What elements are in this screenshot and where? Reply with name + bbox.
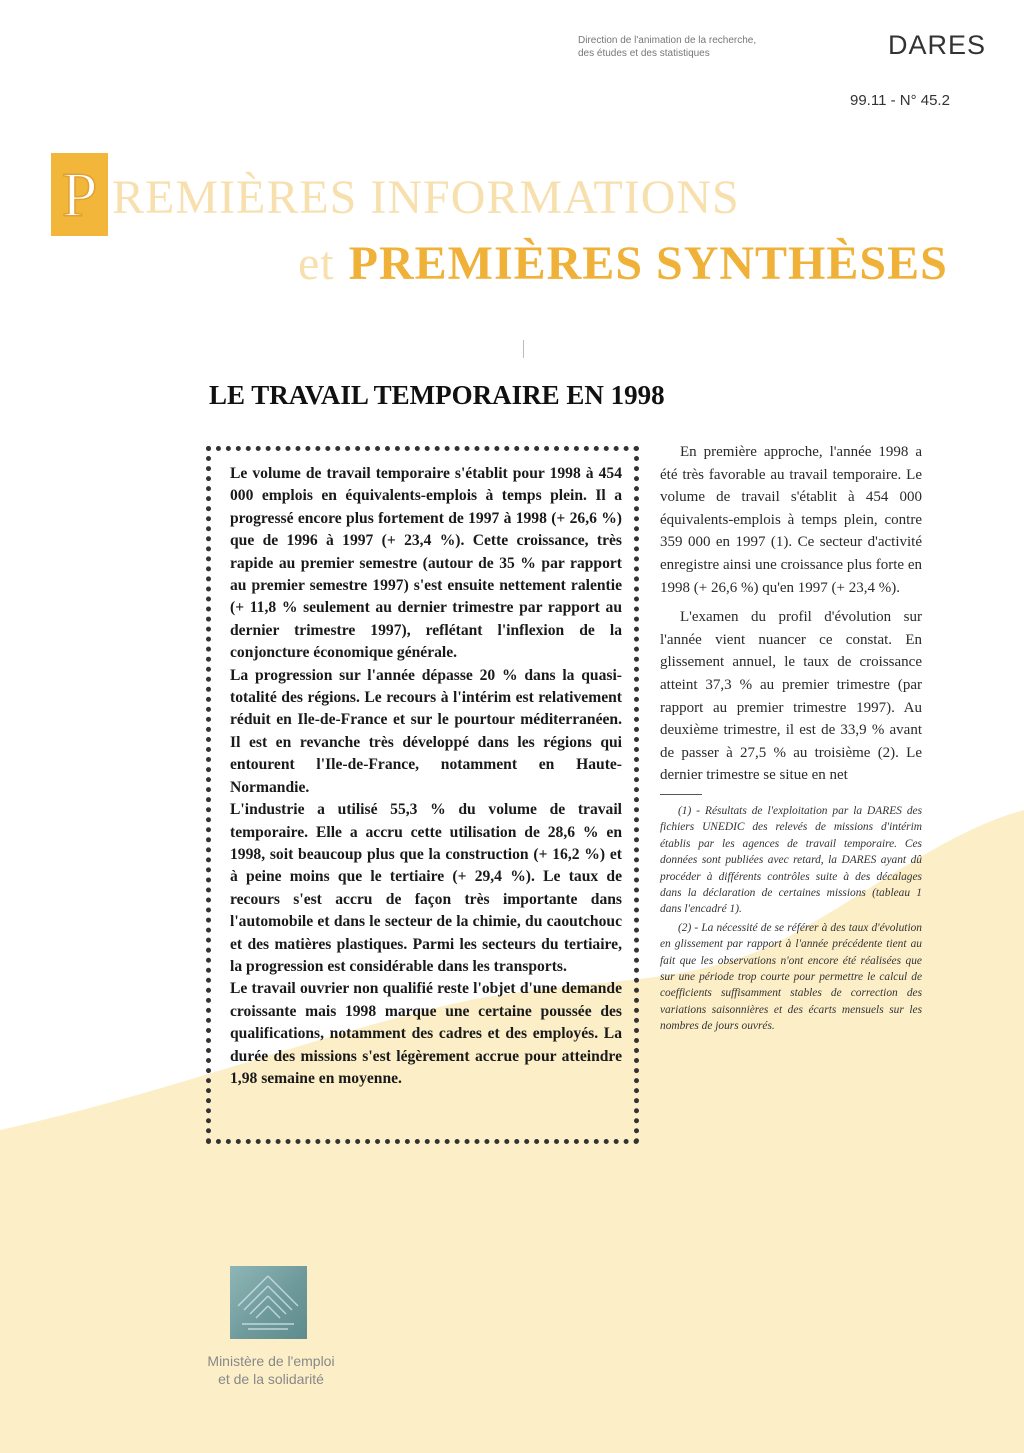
brand-logo-text: DARES (888, 30, 987, 60)
org-line-2: des études et des statistiques (578, 48, 710, 59)
summary-paragraph: Le volume de travail temporaire s'établit pour 1998 à 454 000 emplois en équivalents-emplois à temps plein. Il a progressé encore plus fortement de 1997 à 1998 (+ 26,6 %) que de 1996 à 1997 (+ 23,4 %). Cette croissance, très rapide au premier semestre (autour de 35 % par rapport au premier semestre 1997) s'est ensuite nettement ralentie (+ 11,8 % seulement au dernier trimestre par rapport au dernier trimestre 1997), reflétant l'inflexion de la conjoncture économique générale. (230, 465, 622, 662)
summary-box (206, 446, 639, 1144)
masthead-line-2-text: PREMIÈRES SYNTHÈSES (348, 237, 948, 290)
ministry-name (176, 1352, 366, 1388)
footnote: (1) - Résultats de l'exploitation par la DARES des fichiers UNEDIC des relevés de missions d'intérim établis par les agences de travail temporaire. Ces données sont publiées avec retard, la DARES ayant dû procéder à différents contrôles suite à des décalages dans la déclaration de certaines missions (tableau 1 dans l'encadré 1). (660, 804, 922, 916)
body-paragraph: L'examen du profil d'évolution sur l'année vient nuancer ce constat. En glissement annuel, le taux de croissance atteint 37,3 % au premier trimestre (par rapport au premier trimestre 1997). Au deuxième trimestre, il est de 33,9 % avant de passer à 27,5 % au troisième (2). Le dernier trimestre se situe en net (660, 609, 922, 784)
body-column (660, 441, 922, 1037)
divider-tick (523, 340, 524, 358)
masthead-initial-box (51, 153, 108, 236)
masthead-et: et (298, 237, 335, 290)
footnote: (2) - La nécessité de se référer à des taux d'évolution en glissement par rapport à l'année précédente tient au fait que les observations n'ont encore été réalisées que sur une période trop courte pour permettre le calcul de coefficients suffisamment stables de correction des variations saisonnières et des écarts mensuels sur les nombres de jours ouvrés. (660, 921, 922, 1033)
org-line-1: Direction de l'animation de la recherche, (578, 35, 757, 46)
summary-paragraph: Le travail ouvrier non qualifié reste l'objet d'une demande croissante mais 1998 marque une certaine poussée des qualifications, notamment des cadres et des employés. La durée des missions s'est légèrement accrue pour atteindre 1,98 semaine en moyenne. (230, 980, 622, 1087)
article-title: LE TRAVAIL TEMPORAIRE EN 1998 (209, 380, 665, 410)
footnote-rule (660, 794, 702, 795)
summary-paragraph: L'industrie a utilisé 55,3 % du volume de travail temporaire. Elle a accru cette utilisation de 28,6 % en 1998, soit beaucoup plus que la construction (+ 16,2 %) et à peine moins que le tertiaire (+ 29,4 %). Le taux de recours s'est accru de façon très importante dans l'automobile et dans le secteur de la chimie, du caoutchouc et des matières plastiques. Parmi les secteurs du tertiaire, la progression est considérable dans les transports. (230, 801, 622, 975)
masthead-initial: P (61, 158, 98, 230)
ministry-line-1: Ministère de l'emploi (207, 1353, 335, 1369)
masthead-line-2 (298, 236, 948, 291)
masthead-line-1: REMIÈRES INFORMATIONS (112, 171, 740, 224)
ministry-line-2: et de la solidarité (218, 1371, 324, 1387)
summary-paragraph: La progression sur l'année dépasse 20 % dans la quasi-totalité des régions. Le recours à l'intérim est relativement réduit en Ile-de-France et sur le pourtour méditerranéen. Il est en revanche très développé dans les régions qui entourent l'Ile-de-France, notamment en Haute-Normandie. (230, 666, 622, 796)
header-organization (578, 34, 828, 60)
issue-number: 99.11 - N° 45.2 (850, 92, 950, 109)
ministry-logo (230, 1266, 307, 1339)
body-paragraph: En première approche, l'année 1998 a été très favorable au travail temporaire. Le volume de travail s'établit à 454 000 équivalents-emplois à temps plein, contre 359 000 en 1997 (1). Ce secteur d'activité enregistre ainsi une croissance plus forte en 1998 (+ 26,6 %) qu'en 1997 (+ 23,4 %). (660, 444, 922, 596)
